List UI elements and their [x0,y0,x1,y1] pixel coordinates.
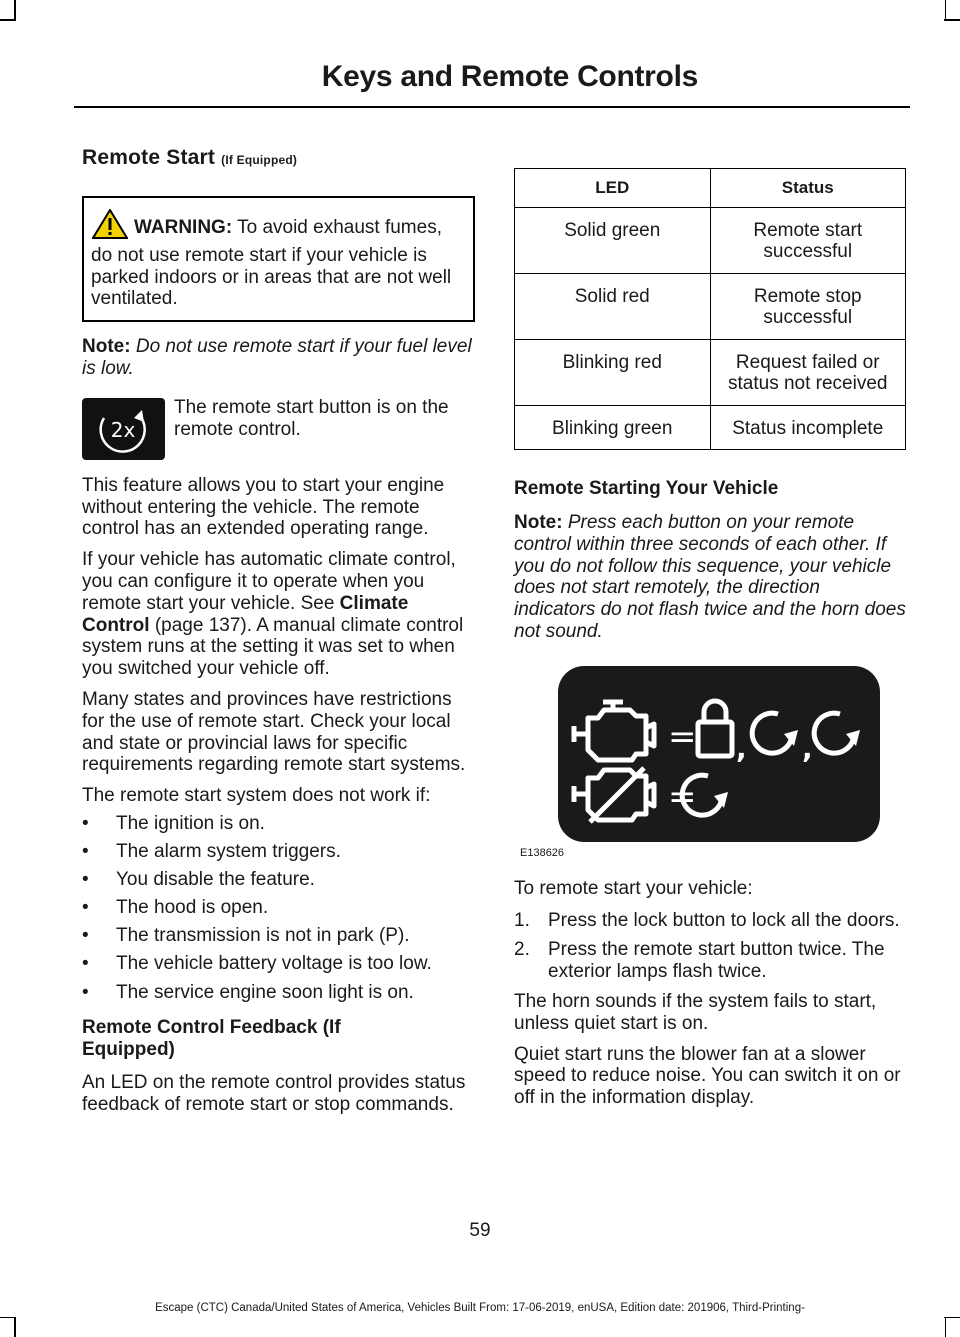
table-row [515,339,906,405]
table-row [515,273,906,339]
list-item: • You disable the feature. [82,869,475,891]
remote-start-arrow-icon [752,713,792,753]
starting-heading: Remote Starting Your Vehicle [514,478,779,499]
crop-mark [0,1317,16,1319]
svg-text:,: , [802,731,813,765]
paragraph-does-not-work: The remote start system does not work if: [82,785,431,807]
crop-mark [0,19,16,21]
crop-mark [14,1317,16,1337]
left-column [82,146,475,1116]
section-title-text: Remote Start [82,146,216,169]
svg-text:=: = [668,776,697,817]
list-item: • The hood is open. [82,897,475,919]
paragraph-quiet-start: Quiet start runs the blower fan at a slower speed to reduce noise. You can switch it on or off in the information display. [514,1043,901,1109]
paragraph-restrictions: Many states and provinces have restrictions for the use of remote start. Check your local and state or provincial laws for specific requirements regarding remote start systems. [82,688,466,776]
table-cell-status: Request failed or status not received [710,339,906,405]
step-text: Press the remote start button twice. The exterior lamps flash twice. [548,939,885,983]
starting-intro: To remote start your vehicle: [514,877,753,899]
section-title [82,146,475,170]
section-title-qualifier: (If Equipped) [221,153,298,167]
table-header-row [515,169,906,208]
header-divider [74,106,910,108]
list-item: • The ignition is on. [82,813,475,835]
warning-triangle-icon [92,209,128,245]
step-number: 1. [514,909,530,931]
note-text: Do not use remote start if your fuel level is low. [82,336,472,379]
paragraph-climate [82,549,475,680]
engine-icon [574,702,654,760]
climate-text-after: (page 137). A manual climate control system runs at the setting it was set to when you switched your vehicle off. [82,614,464,680]
note-fuel [82,336,475,380]
note-label: Note: [82,336,131,358]
list-item: • The vehicle battery voltage is too low. [82,953,475,975]
climate-control-link[interactable]: Climate Control [82,592,409,636]
warning-box [82,196,475,322]
crop-mark [944,19,960,21]
starting-note [514,512,906,643]
climate-text-before: If your vehicle has automatic climate control, you can configure it to operate when you remote start your vehicle. See [82,549,456,614]
remote-start-2x-icon [82,398,165,460]
feedback-heading: Remote Control Feedback (If Equipped) [82,1017,341,1061]
warning-label: WARNING: [134,217,233,238]
table-row [515,207,906,273]
list-item: • The alarm system triggers. [82,841,475,863]
page-header-title: Keys and Remote Controls [321,60,698,93]
table-cell-led: Blinking red [515,339,711,405]
table-cell-status: Status incomplete [710,405,906,450]
right-column [514,168,906,1109]
table-cell-led: Solid green [515,207,711,273]
column-header-led: LED [515,169,711,208]
svg-text:=: = [668,716,697,757]
figure-code: E138626 [520,846,565,859]
feedback-text: An LED on the remote control provides status feedback of remote start or stop commands. [82,1072,466,1116]
figure-panel [558,666,880,842]
step-number: 2. [514,939,530,961]
crop-mark [944,1317,960,1319]
remote-start-arrow-icon [814,713,854,753]
engine-off-icon [574,768,654,822]
remote-button-text: The remote start button is on the remote control. [174,396,449,440]
warning-text: To avoid exhaust fumes, do not use remote start if your vehicle is parked indoors or in areas that are not well ventilated. [91,217,452,310]
led-status-table [514,168,906,450]
table-row [515,405,906,450]
list-item: • The service engine soon light is on. [82,982,475,1004]
table-cell-led: Blinking green [515,405,711,450]
svg-text:,: , [736,731,747,765]
conditions-list [82,813,475,1003]
paragraph-horn: The horn sounds if the system fails to start, unless quiet start is on. [514,990,877,1034]
list-item [514,910,906,932]
paragraph-feature: This feature allows you to start your engine without entering the vehicle. The remote control has an extended operating range. [82,474,445,540]
crop-mark [945,0,947,20]
remote-start-figure [520,666,880,859]
starting-note-text: Press each button on your remote control within three seconds of each other. If you do not follow this sequence, your vehicle does not start remotely, the direction indicators do not flash twice and the horn does not sound. [514,512,906,642]
remote-icon-label: 2x [110,417,136,442]
list-item [514,939,906,983]
step-text: Press the lock button to lock all the doors. [548,909,900,931]
remote-button-row [82,397,475,461]
lock-icon [698,701,732,756]
table-cell-status: Remote stop successful [710,273,906,339]
page-footer: Escape (CTC) Canada/United States of America, Vehicles Built From: 17-06-2019, enUSA, Edition date: 201906, Third-Printing- [155,1302,805,1314]
steps-list [514,910,906,983]
starting-note-label: Note: [514,512,563,533]
page-number: 59 [469,1220,491,1241]
crop-mark [945,1317,947,1337]
column-header-status: Status [710,169,906,208]
crop-mark [14,0,16,20]
table-cell-led: Solid red [515,273,711,339]
table-cell-status: Remote start successful [710,207,906,273]
list-item: • The transmission is not in park (P). [82,925,475,947]
